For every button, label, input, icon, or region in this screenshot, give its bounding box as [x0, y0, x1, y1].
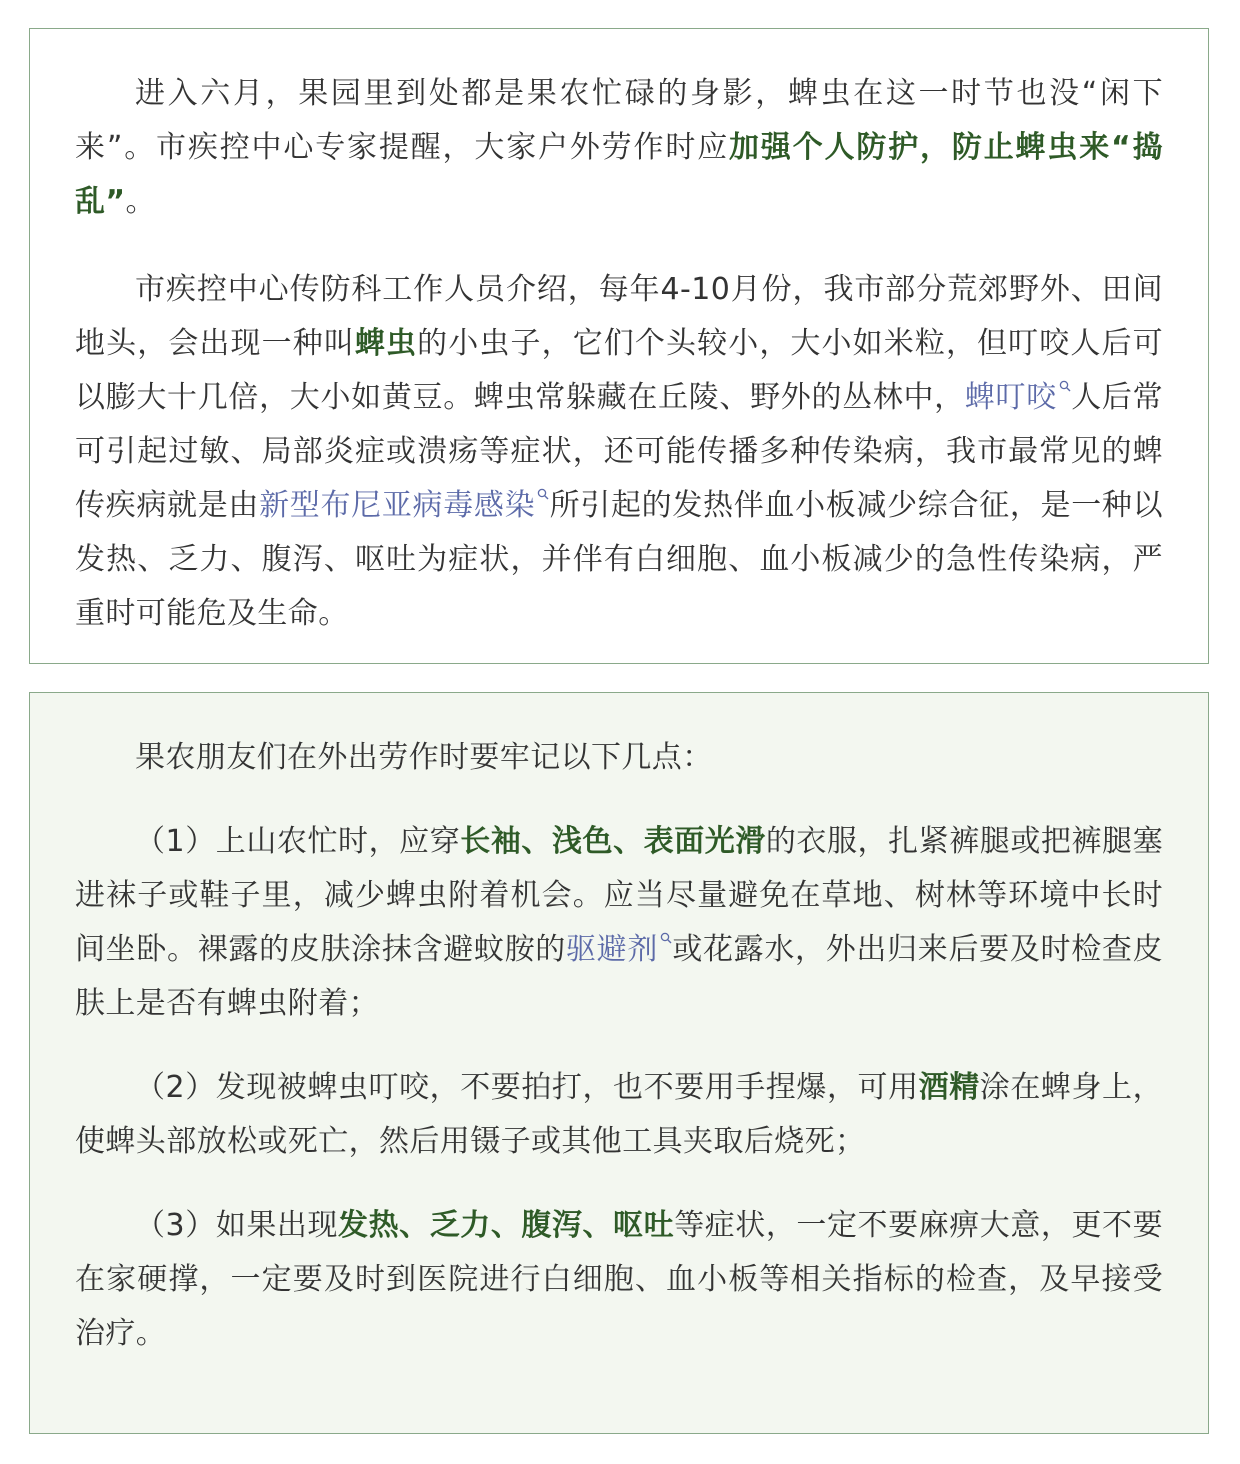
tip2-text-1: （2）发现被蜱虫叮咬，不要拍打，也不要用手捏爆，可用 [135, 1070, 919, 1105]
tip3-text-1: （3）如果出现 [135, 1208, 339, 1243]
intro-p2-emphasis: 蜱虫 [354, 326, 418, 361]
tips-section [29, 692, 1209, 1434]
search-icon [1059, 380, 1071, 392]
tip1-text-2: 的衣服，扎紧裤腿或把裤腿塞进袜子或鞋子里，减少蜱虫附着机会。应当尽量避免在草地、树林等环境中长时间坐卧。裸露的皮肤涂抹含避蚊胺的 [75, 824, 1164, 967]
intro-p2-text-2: 的小虫子，它们个头较小，大小如米粒，但叮咬人后可以膨大十几倍，大小如黄豆。蜱虫常躲藏在丘陵、野外的丛林中， [75, 326, 1163, 415]
tip1-text-3: 或花露水，外出归来后要及时检查皮肤上是否有蜱虫附着； [75, 932, 1163, 1021]
tip2-emphasis: 酒精 [918, 1070, 980, 1105]
tip1-text-1: （1）上山农忙时，应穿 [135, 824, 461, 859]
intro-paragraph-1 [75, 67, 1163, 229]
search-icon [660, 932, 672, 944]
keyword-link-bunyavirus[interactable] [259, 488, 549, 523]
tip3-emphasis: 发热、乏力、腹泻、呕吐 [338, 1208, 675, 1243]
keyword-link-repellent[interactable] [566, 932, 672, 967]
intro-section [29, 28, 1209, 664]
keyword-link-label: 新型布尼亚病毒感染 [259, 488, 536, 523]
intro-p2-text-4: 所引起的发热伴血小板减少综合征，是一种以发热、乏力、腹泻、呕吐为症状，并伴有白细胞、血小板减少的急性传染病，严重时可能危及生命。 [75, 488, 1164, 631]
keyword-link-label: 蜱叮咬 [964, 380, 1057, 415]
intro-p1-text: 进入六月，果园里到处都是果农忙碌的身影，蜱虫在这一时节也没“闲下来”。市疾控中心专家提醒，大家户外劳作时应 [75, 76, 1163, 165]
intro-p1-emphasis: 加强个人防护，防止蜱虫来“捣乱” [75, 130, 1163, 219]
tip-item-3 [75, 1199, 1163, 1361]
tip1-emphasis: 长袖、浅色、表面光滑 [460, 824, 766, 859]
keyword-link-tick-bite[interactable] [965, 380, 1071, 415]
tip-item-2 [75, 1061, 1163, 1169]
intro-p1-end: 。 [125, 184, 156, 219]
tip3-text-2: 等症状，一定不要麻痹大意，更不要在家硬撑，一定要及时到医院进行白细胞、血小板等相关指标的检查，及早接受治疗。 [75, 1208, 1163, 1351]
tip-item-1 [75, 815, 1163, 1031]
intro-p2-text-1: 市疾控中心传防科工作人员介绍，每年4-10月份，我市部分荒郊野外、田间地头，会出现一种叫 [75, 272, 1163, 361]
intro-paragraph-2 [75, 263, 1163, 641]
tip2-text-2: 涂在蜱身上，使蜱头部放松或死亡，然后用镊子或其他工具夹取后烧死； [75, 1070, 1163, 1159]
intro-p2-text-3: 人后常可引起过敏、局部炎症或溃疡等症状，还可能传播多种传染病，我市最常见的蜱传疾病就是由 [75, 380, 1163, 523]
keyword-link-label: 驱避剂 [565, 932, 659, 967]
search-icon [537, 488, 549, 500]
tips-heading: 果农朋友们在外出劳作时要牢记以下几点： [135, 740, 713, 775]
